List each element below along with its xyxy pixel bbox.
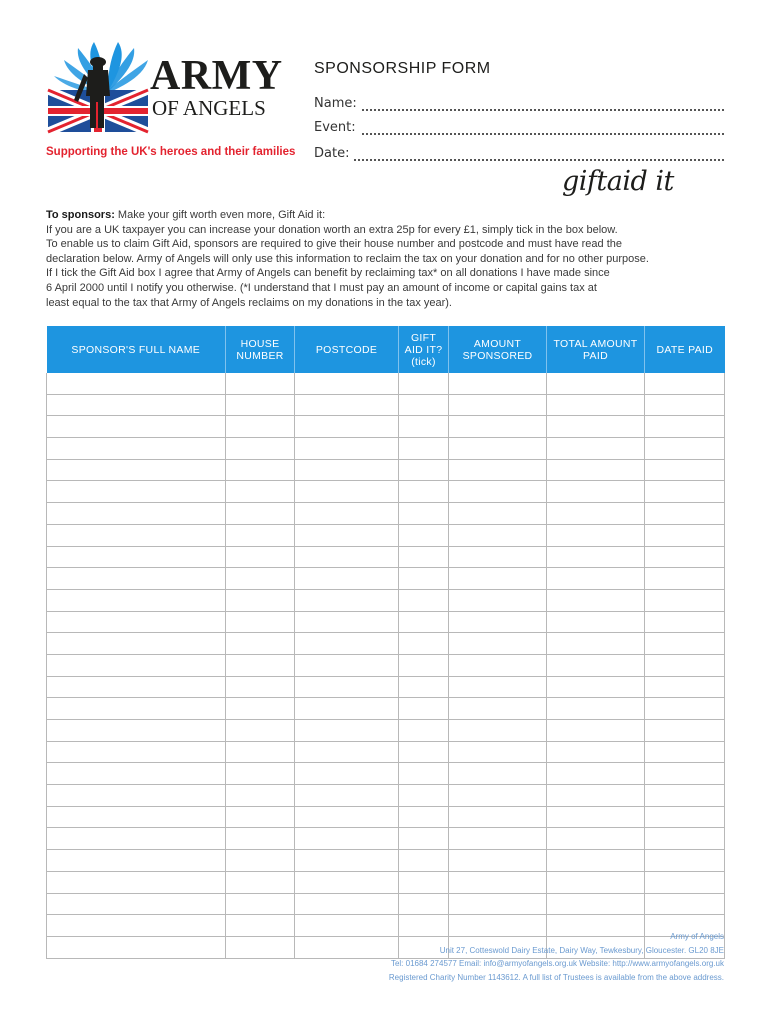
house-number-cell[interactable] xyxy=(226,828,295,850)
total-amount-paid-cell[interactable] xyxy=(547,720,645,742)
amount-sponsored-cell[interactable] xyxy=(449,633,547,655)
col-header-gift-aid: GIFT AID IT? (tick) xyxy=(399,326,449,373)
postcode-cell[interactable] xyxy=(295,806,399,828)
postcode-cell[interactable] xyxy=(295,828,399,850)
postcode-cell[interactable] xyxy=(295,676,399,698)
sponsor-name-cell[interactable] xyxy=(47,850,226,872)
total-amount-paid-cell[interactable] xyxy=(547,438,645,460)
amount-sponsored-cell[interactable] xyxy=(449,503,547,525)
table-row xyxy=(47,611,725,633)
amount-sponsored-cell[interactable] xyxy=(449,850,547,872)
gift-aid-cell[interactable] xyxy=(399,654,449,676)
postcode-cell[interactable] xyxy=(295,785,399,807)
sponsor-name-cell[interactable] xyxy=(47,720,226,742)
gift-aid-cell[interactable] xyxy=(399,741,449,763)
total-amount-paid-cell[interactable] xyxy=(547,373,645,394)
declaration-line: least equal to the tax that Army of Angels reclaims on my donations in the tax year). xyxy=(46,296,452,309)
declaration-line: If I tick the Gift Aid box I agree that Army of Angels can benefit by reclaiming tax* on all donations I have made since xyxy=(46,267,610,280)
total-amount-paid-cell[interactable] xyxy=(547,893,645,915)
declaration-line: If you are a UK taxpayer you can increase your donation worth an extra 25p for every £1, simply tick in the box below. xyxy=(46,223,618,236)
postcode-cell[interactable] xyxy=(295,438,399,460)
total-amount-paid-cell[interactable] xyxy=(547,503,645,525)
gift-aid-cell[interactable] xyxy=(399,698,449,720)
gift-aid-cell[interactable] xyxy=(399,524,449,546)
name-field[interactable] xyxy=(314,96,724,116)
house-number-cell[interactable] xyxy=(226,785,295,807)
postcode-cell[interactable] xyxy=(295,936,399,958)
amount-sponsored-cell[interactable] xyxy=(449,394,547,416)
gift-aid-cell[interactable] xyxy=(399,633,449,655)
date-paid-cell[interactable] xyxy=(645,676,725,698)
postcode-cell[interactable] xyxy=(295,850,399,872)
date-paid-cell[interactable] xyxy=(645,850,725,872)
name-dotted-line xyxy=(314,109,724,111)
postcode-cell[interactable] xyxy=(295,893,399,915)
house-number-cell[interactable] xyxy=(226,915,295,937)
date-paid-cell[interactable] xyxy=(645,481,725,503)
date-paid-cell[interactable] xyxy=(645,806,725,828)
table-row xyxy=(47,871,725,893)
amount-sponsored-cell[interactable] xyxy=(449,546,547,568)
house-number-cell[interactable] xyxy=(226,611,295,633)
date-paid-cell[interactable] xyxy=(645,763,725,785)
house-number-cell[interactable] xyxy=(226,373,295,394)
house-number-cell[interactable] xyxy=(226,438,295,460)
date-paid-cell[interactable] xyxy=(645,654,725,676)
footer-contact-details: Tel: 01684 274577 Email: info@armyofangels.org.uk Website: http://www.armyofangels.org.uk xyxy=(390,959,724,969)
postcode-cell[interactable] xyxy=(295,373,399,394)
postcode-cell[interactable] xyxy=(295,763,399,785)
house-number-cell[interactable] xyxy=(226,893,295,915)
gift-aid-cell[interactable] xyxy=(399,373,449,394)
date-label: Date: xyxy=(314,146,353,161)
date-paid-cell[interactable] xyxy=(645,741,725,763)
declaration-lead: To sponsors: xyxy=(46,209,115,221)
house-number-cell[interactable] xyxy=(226,806,295,828)
footer-contact xyxy=(389,930,724,984)
sponsorship-table xyxy=(46,326,725,959)
col-header-postcode: POSTCODE xyxy=(295,326,399,373)
table-row xyxy=(47,481,725,503)
postcode-cell[interactable] xyxy=(295,871,399,893)
sponsor-name-cell[interactable] xyxy=(47,806,226,828)
sponsor-name-cell[interactable] xyxy=(47,698,226,720)
footer-org-name: Army of Angels xyxy=(670,932,724,941)
house-number-cell[interactable] xyxy=(226,633,295,655)
sponsor-name-cell[interactable] xyxy=(47,459,226,481)
gift-aid-cell[interactable] xyxy=(399,785,449,807)
tagline: Supporting the UK's heroes and their families xyxy=(46,146,296,158)
logo-wordmark-of-angels: OF ANGELS xyxy=(152,96,266,120)
total-amount-paid-cell[interactable] xyxy=(547,785,645,807)
total-amount-paid-cell[interactable] xyxy=(547,568,645,590)
house-number-cell[interactable] xyxy=(226,850,295,872)
gift-aid-cell[interactable] xyxy=(399,589,449,611)
postcode-cell[interactable] xyxy=(295,720,399,742)
amount-sponsored-cell[interactable] xyxy=(449,654,547,676)
table-header-row xyxy=(47,326,725,373)
postcode-cell[interactable] xyxy=(295,546,399,568)
house-number-cell[interactable] xyxy=(226,503,295,525)
postcode-cell[interactable] xyxy=(295,416,399,438)
gift-aid-cell[interactable] xyxy=(399,850,449,872)
sponsor-name-cell[interactable] xyxy=(47,568,226,590)
sponsor-name-cell[interactable] xyxy=(47,741,226,763)
gift-aid-cell[interactable] xyxy=(399,676,449,698)
form-title: SPONSORSHIP FORM xyxy=(314,60,491,77)
table-row xyxy=(47,654,725,676)
total-amount-paid-cell[interactable] xyxy=(547,871,645,893)
total-amount-paid-cell[interactable] xyxy=(547,654,645,676)
total-amount-paid-cell[interactable] xyxy=(547,633,645,655)
amount-sponsored-cell[interactable] xyxy=(449,893,547,915)
sponsor-name-cell[interactable] xyxy=(47,785,226,807)
postcode-cell[interactable] xyxy=(295,481,399,503)
total-amount-paid-cell[interactable] xyxy=(547,394,645,416)
gift-aid-cell[interactable] xyxy=(399,611,449,633)
declaration-first-line xyxy=(46,208,726,223)
house-number-cell[interactable] xyxy=(226,763,295,785)
date-paid-cell[interactable] xyxy=(645,394,725,416)
house-number-cell[interactable] xyxy=(226,589,295,611)
amount-sponsored-cell[interactable] xyxy=(449,416,547,438)
sponsor-name-cell[interactable] xyxy=(47,524,226,546)
sponsor-name-cell[interactable] xyxy=(47,394,226,416)
house-number-cell[interactable] xyxy=(226,568,295,590)
gift-aid-cell[interactable] xyxy=(399,394,449,416)
col-header-total-amount-paid: TOTAL AMOUNT PAID xyxy=(547,326,645,373)
amount-sponsored-cell[interactable] xyxy=(449,459,547,481)
total-amount-paid-cell[interactable] xyxy=(547,676,645,698)
postcode-cell[interactable] xyxy=(295,394,399,416)
postcode-cell[interactable] xyxy=(295,524,399,546)
date-field[interactable] xyxy=(314,146,724,166)
amount-sponsored-cell[interactable] xyxy=(449,438,547,460)
gift-aid-cell[interactable] xyxy=(399,481,449,503)
amount-sponsored-cell[interactable] xyxy=(449,741,547,763)
total-amount-paid-cell[interactable] xyxy=(547,850,645,872)
house-number-cell[interactable] xyxy=(226,741,295,763)
sponsor-name-cell[interactable] xyxy=(47,676,226,698)
amount-sponsored-cell[interactable] xyxy=(449,720,547,742)
amount-sponsored-cell[interactable] xyxy=(449,481,547,503)
postcode-cell[interactable] xyxy=(295,503,399,525)
date-paid-cell[interactable] xyxy=(645,373,725,394)
postcode-cell[interactable] xyxy=(295,568,399,590)
sponsorship-table-wrapper xyxy=(46,326,724,959)
gift-aid-cell[interactable] xyxy=(399,438,449,460)
amount-sponsored-cell[interactable] xyxy=(449,524,547,546)
total-amount-paid-cell[interactable] xyxy=(547,828,645,850)
house-number-cell[interactable] xyxy=(226,459,295,481)
angel-soldier-emblem-icon xyxy=(44,40,154,135)
table-row xyxy=(47,394,725,416)
date-paid-cell[interactable] xyxy=(645,546,725,568)
amount-sponsored-cell[interactable] xyxy=(449,828,547,850)
event-label: Event: xyxy=(314,120,360,135)
gift-aid-cell[interactable] xyxy=(399,503,449,525)
table-row xyxy=(47,416,725,438)
table-row xyxy=(47,589,725,611)
declaration-lead-rest: Make your gift worth even more, Gift Aid it: xyxy=(114,209,326,221)
date-paid-cell[interactable] xyxy=(645,503,725,525)
sponsor-name-cell[interactable] xyxy=(47,438,226,460)
house-number-cell[interactable] xyxy=(226,481,295,503)
house-number-cell[interactable] xyxy=(226,871,295,893)
sponsor-name-cell[interactable] xyxy=(47,611,226,633)
table-row xyxy=(47,438,725,460)
table-row xyxy=(47,633,725,655)
total-amount-paid-cell[interactable] xyxy=(547,806,645,828)
date-paid-cell[interactable] xyxy=(645,698,725,720)
footer-address: Unit 27, Cotteswold Dairy Estate, Dairy Way, Tewkesbury, Gloucester. GL20 8JE xyxy=(439,945,724,955)
table-row xyxy=(47,806,725,828)
col-header-house-number: HOUSE NUMBER xyxy=(226,326,295,373)
footer-charity-number: Registered Charity Number 1143612. A full list of Trustees is available from the above address. xyxy=(388,972,724,982)
sponsor-name-cell[interactable] xyxy=(47,481,226,503)
total-amount-paid-cell[interactable] xyxy=(547,611,645,633)
house-number-cell[interactable] xyxy=(226,676,295,698)
gift-aid-cell[interactable] xyxy=(399,459,449,481)
col-header-date-paid: DATE PAID xyxy=(645,326,725,373)
sponsor-name-cell[interactable] xyxy=(47,373,226,394)
gift-aid-cell[interactable] xyxy=(399,546,449,568)
postcode-cell[interactable] xyxy=(295,698,399,720)
postcode-cell[interactable] xyxy=(295,915,399,937)
date-paid-cell[interactable] xyxy=(645,589,725,611)
table-row xyxy=(47,373,725,394)
name-label: Name: xyxy=(314,96,361,111)
table-row xyxy=(47,893,725,915)
sponsor-name-cell[interactable] xyxy=(47,546,226,568)
table-row xyxy=(47,785,725,807)
postcode-cell[interactable] xyxy=(295,459,399,481)
table-row xyxy=(47,676,725,698)
event-field[interactable] xyxy=(314,120,724,140)
amount-sponsored-cell[interactable] xyxy=(449,763,547,785)
gift-aid-cell[interactable] xyxy=(399,871,449,893)
table-row xyxy=(47,524,725,546)
date-paid-cell[interactable] xyxy=(645,720,725,742)
date-paid-cell[interactable] xyxy=(645,524,725,546)
total-amount-paid-cell[interactable] xyxy=(547,763,645,785)
table-row xyxy=(47,720,725,742)
postcode-cell[interactable] xyxy=(295,654,399,676)
total-amount-paid-cell[interactable] xyxy=(547,589,645,611)
sponsor-name-cell[interactable] xyxy=(47,763,226,785)
gift-aid-cell[interactable] xyxy=(399,720,449,742)
sponsor-rows xyxy=(47,373,725,958)
giftaid-it-logo: giftaid it xyxy=(562,166,674,197)
amount-sponsored-cell[interactable] xyxy=(449,806,547,828)
table-row xyxy=(47,546,725,568)
amount-sponsored-cell[interactable] xyxy=(449,589,547,611)
date-paid-cell[interactable] xyxy=(645,633,725,655)
logo-wordmark-army: ARMY xyxy=(150,53,283,99)
sponsor-name-cell[interactable] xyxy=(47,828,226,850)
event-dotted-line xyxy=(314,133,724,135)
declaration-line: To enable us to claim Gift Aid, sponsors are required to give their house number and postcode and must have read the xyxy=(46,238,623,251)
table-row xyxy=(47,763,725,785)
postcode-cell[interactable] xyxy=(295,611,399,633)
date-paid-cell[interactable] xyxy=(645,893,725,915)
postcode-cell[interactable] xyxy=(295,741,399,763)
total-amount-paid-cell[interactable] xyxy=(547,698,645,720)
col-header-sponsor-name: SPONSOR'S FULL NAME xyxy=(47,326,226,373)
table-row xyxy=(47,459,725,481)
col-header-amount-sponsored: AMOUNT SPONSORED xyxy=(449,326,547,373)
date-paid-cell[interactable] xyxy=(645,871,725,893)
gift-aid-cell[interactable] xyxy=(399,763,449,785)
date-dotted-line xyxy=(314,159,724,161)
table-row xyxy=(47,828,725,850)
table-row xyxy=(47,741,725,763)
table-row xyxy=(47,850,725,872)
house-number-cell[interactable] xyxy=(226,416,295,438)
amount-sponsored-cell[interactable] xyxy=(449,676,547,698)
house-number-cell[interactable] xyxy=(226,524,295,546)
gift-aid-cell[interactable] xyxy=(399,828,449,850)
sponsor-name-cell[interactable] xyxy=(47,936,226,958)
house-number-cell[interactable] xyxy=(226,546,295,568)
army-of-angels-logo xyxy=(44,40,294,135)
gift-aid-cell[interactable] xyxy=(399,568,449,590)
postcode-cell[interactable] xyxy=(295,633,399,655)
table-row xyxy=(47,568,725,590)
total-amount-paid-cell[interactable] xyxy=(547,546,645,568)
sponsor-name-cell[interactable] xyxy=(47,633,226,655)
sponsor-name-cell[interactable] xyxy=(47,915,226,937)
gift-aid-cell[interactable] xyxy=(399,893,449,915)
house-number-cell[interactable] xyxy=(226,936,295,958)
house-number-cell[interactable] xyxy=(226,394,295,416)
amount-sponsored-cell[interactable] xyxy=(449,871,547,893)
table-row xyxy=(47,503,725,525)
sponsor-name-cell[interactable] xyxy=(47,416,226,438)
date-paid-cell[interactable] xyxy=(645,785,725,807)
date-paid-cell[interactable] xyxy=(645,459,725,481)
sponsor-name-cell[interactable] xyxy=(47,589,226,611)
house-number-cell[interactable] xyxy=(226,720,295,742)
date-paid-cell[interactable] xyxy=(645,828,725,850)
sponsor-name-cell[interactable] xyxy=(47,654,226,676)
postcode-cell[interactable] xyxy=(295,589,399,611)
declaration-line: declaration below. Army of Angels will only use this information to reclaim the tax on your donation and for no other purpose. xyxy=(46,252,649,265)
amount-sponsored-cell[interactable] xyxy=(449,611,547,633)
sponsor-declaration xyxy=(46,208,726,310)
sponsor-name-cell[interactable] xyxy=(47,871,226,893)
gift-aid-cell[interactable] xyxy=(399,416,449,438)
date-paid-cell[interactable] xyxy=(645,416,725,438)
amount-sponsored-cell[interactable] xyxy=(449,785,547,807)
total-amount-paid-cell[interactable] xyxy=(547,524,645,546)
total-amount-paid-cell[interactable] xyxy=(547,459,645,481)
house-number-cell[interactable] xyxy=(226,698,295,720)
amount-sponsored-cell[interactable] xyxy=(449,698,547,720)
gift-aid-cell[interactable] xyxy=(399,806,449,828)
sponsor-name-cell[interactable] xyxy=(47,503,226,525)
total-amount-paid-cell[interactable] xyxy=(547,481,645,503)
house-number-cell[interactable] xyxy=(226,654,295,676)
amount-sponsored-cell[interactable] xyxy=(449,373,547,394)
total-amount-paid-cell[interactable] xyxy=(547,741,645,763)
sponsor-name-cell[interactable] xyxy=(47,893,226,915)
date-paid-cell[interactable] xyxy=(645,568,725,590)
amount-sponsored-cell[interactable] xyxy=(449,568,547,590)
declaration-line: 6 April 2000 until I notify you otherwise. (*I understand that I must pay an amount of income or capital gains tax at xyxy=(46,281,597,294)
date-paid-cell[interactable] xyxy=(645,611,725,633)
date-paid-cell[interactable] xyxy=(645,438,725,460)
table-row xyxy=(47,698,725,720)
total-amount-paid-cell[interactable] xyxy=(547,416,645,438)
